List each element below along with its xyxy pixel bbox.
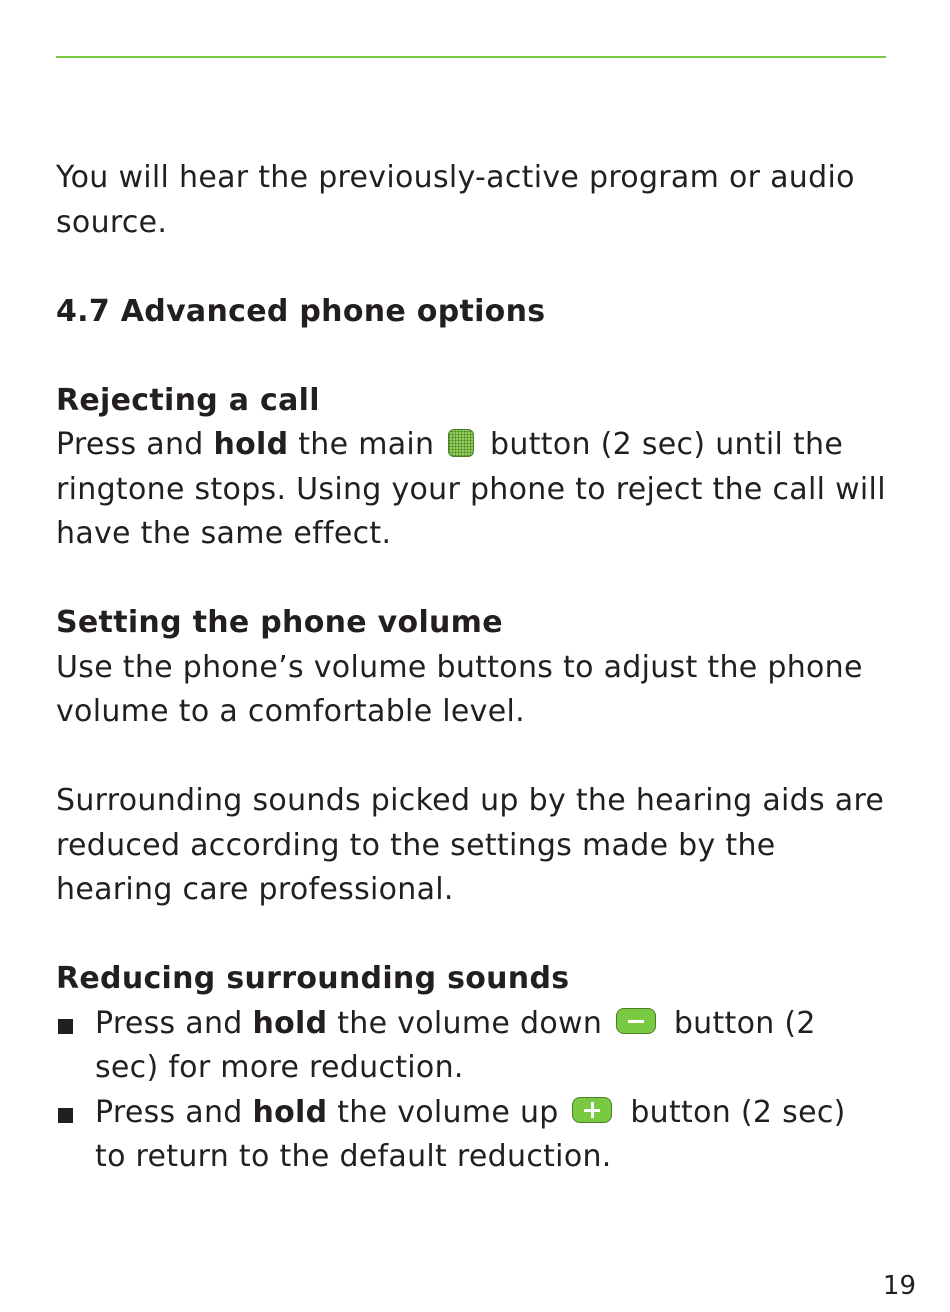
phone-volume-heading: Setting the phone volume <box>56 605 503 640</box>
rejecting-call-heading: Rejecting a call <box>56 382 320 418</box>
item-text-after: button (2 sec) for more reduction. <box>95 1005 816 1085</box>
item-text-after: button (2 sec) to return to the default reduction. <box>95 1094 846 1174</box>
header-rule <box>56 56 886 58</box>
section-heading: 4.7 Advanced phone options <box>56 293 546 329</box>
item-text-before: Press and <box>95 1094 253 1130</box>
bullet-square-icon <box>58 1019 73 1034</box>
page-content <box>56 156 886 1180</box>
rejecting-text-after: button (2 sec) until the ringtone stops. Using your phone to reject the call will have the same effect. <box>56 427 886 551</box>
rejecting-text-bold: hold <box>213 427 289 462</box>
rejecting-text-middle: the main <box>288 427 445 462</box>
reducing-sounds-list <box>56 1002 886 1180</box>
page-number: 19 <box>882 1271 916 1301</box>
item-text-bold: hold <box>252 1005 328 1041</box>
surrounding-paragraph: Surrounding sounds picked up by the hearing aids are reduced according to the settings made by the hearing care professional. <box>56 783 885 907</box>
item-text-before: Press and <box>95 1005 253 1041</box>
list-item <box>56 1002 886 1091</box>
volume-down-icon <box>616 1008 656 1034</box>
list-item <box>56 1091 886 1180</box>
intro-paragraph: You will hear the previously-active program or audio source. <box>56 160 855 240</box>
item-text-middle: the volume down <box>327 1005 612 1041</box>
item-text-middle: the volume up <box>327 1094 569 1130</box>
item-text-bold: hold <box>252 1094 328 1130</box>
volume-up-icon <box>572 1097 612 1123</box>
bullet-square-icon <box>58 1108 73 1123</box>
rejecting-call-paragraph <box>56 423 886 557</box>
main-button-icon <box>448 429 474 457</box>
reducing-sounds-heading: Reducing surrounding sounds <box>56 961 570 996</box>
phone-volume-paragraph: Use the phone’s volume buttons to adjust the phone volume to a comfortable level. <box>56 649 863 729</box>
rejecting-text-before: Press and <box>56 427 214 462</box>
